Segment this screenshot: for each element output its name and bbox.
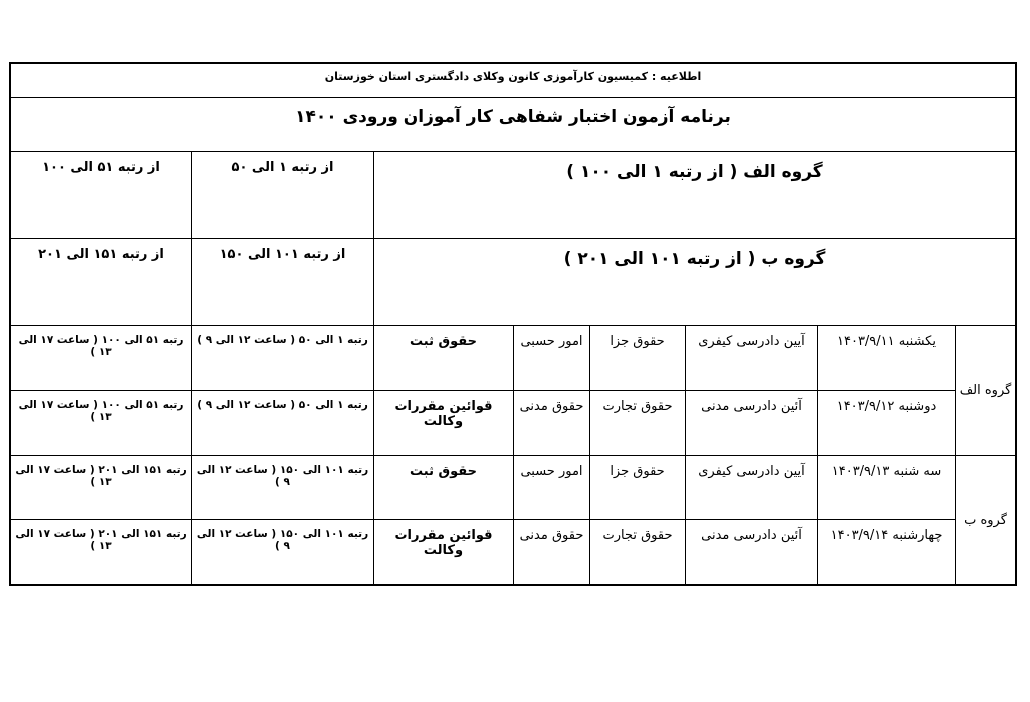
group-a-title: گروه الف ( از رتبه ۱ الی ۱۰۰ ) [373,152,1015,238]
day-cell: سه شنبه ۱۴۰۳/۹/۱۳ [817,456,955,519]
slot-cell: رتبه ۱۰۱ الی ۱۵۰ ( ساعت ۱۲ الی ۹ ) [191,456,373,519]
slot-cell: رتبه ۵۱ الی ۱۰۰ ( ساعت ۱۷ الی ۱۳ ) [18,334,184,358]
subject-cell: حقوق ثبت [373,326,513,390]
slot-cell: رتبه ۱۵۱ الی ۲۰۱ ( ساعت ۱۷ الی ۱۳ ) [15,464,187,488]
slot-cell: رتبه ۱۰۱ الی ۱۵۰ ( ساعت ۱۲ الی ۹ ) [191,520,373,584]
subject-cell: آیین دادرسی کیفری [685,456,817,519]
subject-cell: قوائین مقررات وکالت [373,520,513,584]
subject-cell: امور حسبی [513,326,589,390]
group-b-range-1: از رتبه ۱۰۱ الی ۱۵۰ [191,239,373,325]
subject-cell: حقوق جزا [589,326,685,390]
subject-cell: امور حسبی [513,456,589,519]
subject-cell: آئین دادرسی مدنی [685,520,817,584]
subject-cell: حقوق جزا [589,456,685,519]
table-row [11,456,955,520]
schedule-table [9,62,1017,586]
page-title: برنامه آزمون اختبار شفاهی کار آموزان ورودی ۱۴۰۰ [11,98,1015,152]
slot-cell: رتبه ۱ الی ۵۰ ( ساعت ۱۲ الی ۹ ) [191,391,373,455]
day-cell: دوشنبه ۱۴۰۳/۹/۱۲ [817,391,955,455]
day-cell: چهارشنبه ۱۴۰۳/۹/۱۴ [817,520,955,584]
table-row [11,326,955,391]
group-a-range-2: از رتبه ۵۱ الی ۱۰۰ [42,160,160,175]
group-header-row [11,152,1015,239]
subject-cell: آئین دادرسی مدنی [685,391,817,455]
day-cell: یکشنبه ۱۴۰۳/۹/۱۱ [817,326,955,390]
group-header-row [11,239,1015,326]
table-row [11,520,955,584]
group-a-range-1: از رتبه ۱ الی ۵۰ [191,152,373,238]
subject-cell: حقوق مدنی [513,520,589,584]
subject-cell: حقوق تجارت [589,520,685,584]
subject-cell: حقوق تجارت [589,391,685,455]
subject-cell: قوائین مقررات وکالت [373,391,513,455]
subject-cell: آیین دادرسی کیفری [685,326,817,390]
table-row [11,391,955,456]
group-label-b: گروه ب [955,456,1015,584]
group-b-title: گروه ب ( از رتبه ۱۰۱ الی ۲۰۱ ) [373,239,1015,325]
group-b-range-2: از رتبه ۱۵۱ الی ۲۰۱ [38,247,164,262]
slot-cell: رتبه ۱ الی ۵۰ ( ساعت ۱۲ الی ۹ ) [191,326,373,390]
slot-cell: رتبه ۵۱ الی ۱۰۰ ( ساعت ۱۷ الی ۱۳ ) [18,399,184,423]
slot-cell: رتبه ۱۵۱ الی ۲۰۱ ( ساعت ۱۷ الی ۱۳ ) [15,528,187,552]
group-label-a: گروه الف [955,326,1015,456]
notice-line: اطلاعیه : کمیسیون کارآموزی کانون وکلای دادگستری استان خوزستان [11,64,1015,98]
subject-cell: حقوق مدنی [513,391,589,455]
subject-cell: حقوق ثبت [373,456,513,519]
